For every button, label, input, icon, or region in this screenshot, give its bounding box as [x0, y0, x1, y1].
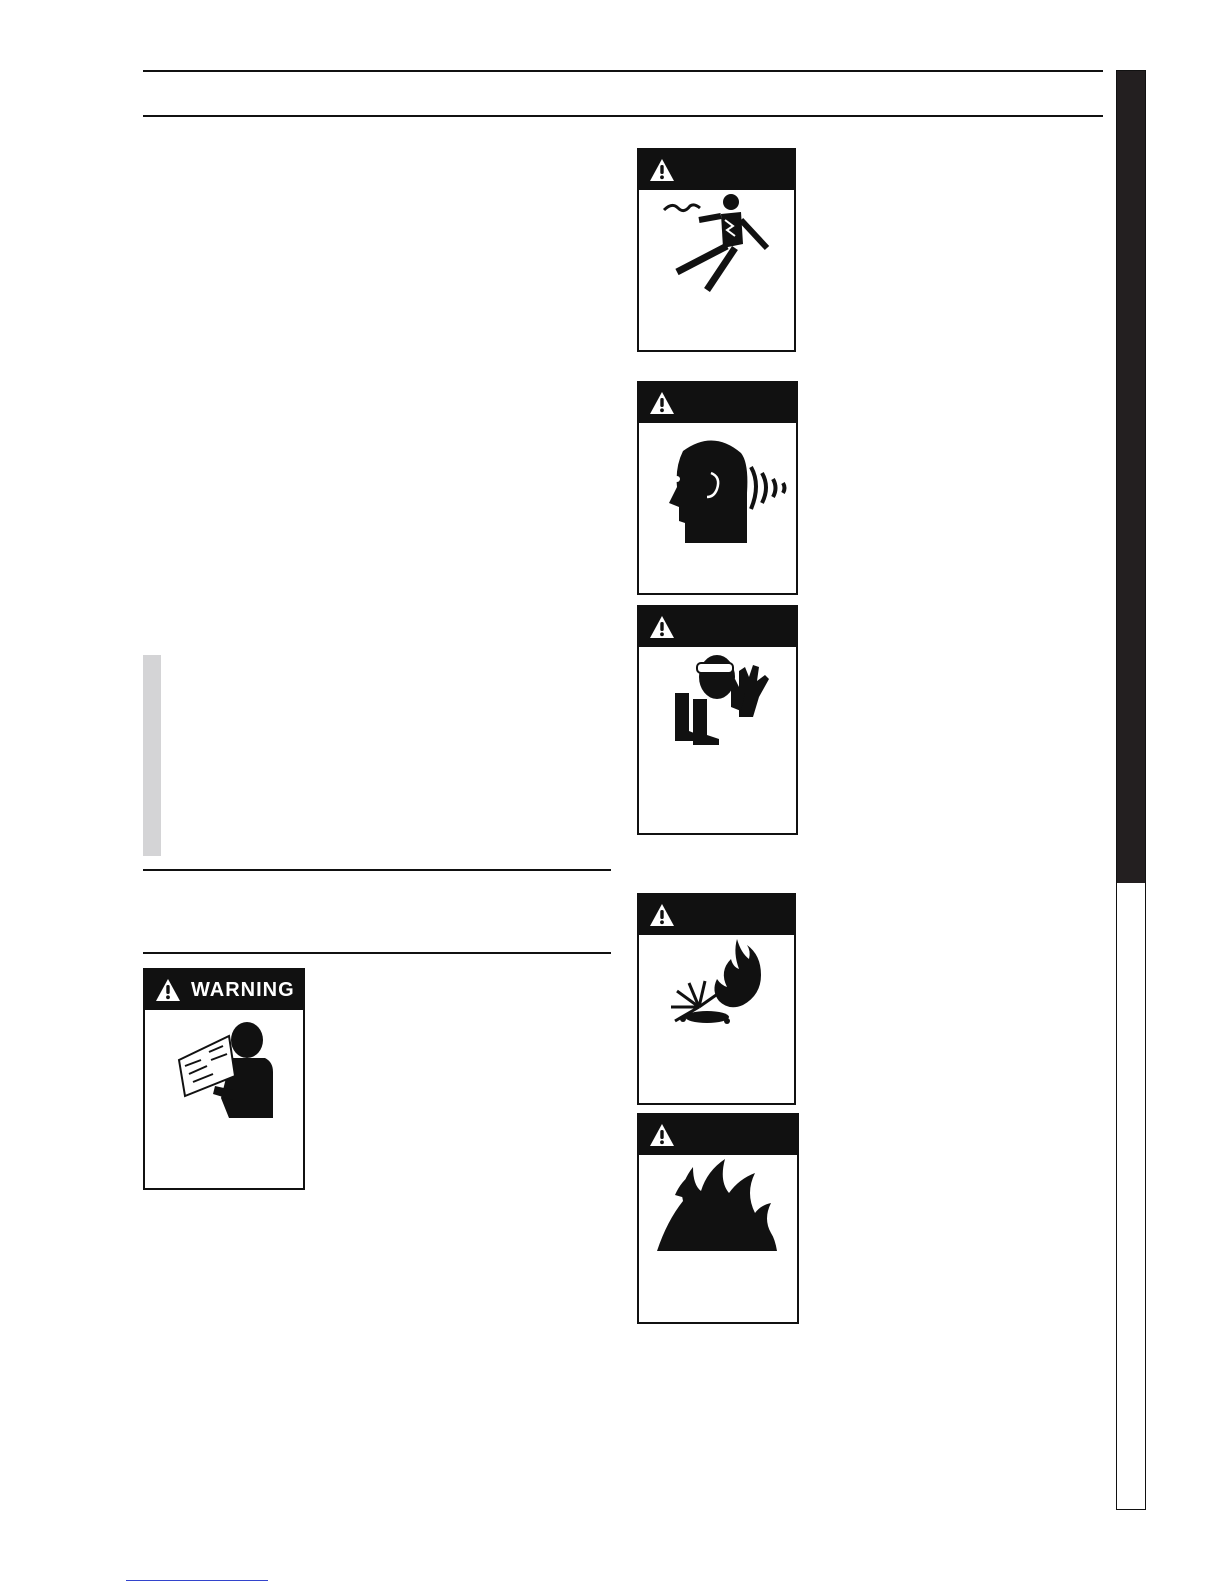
sign-header	[639, 1115, 797, 1155]
side-thumb-tab-fill	[1117, 71, 1145, 883]
hazard-sign-electrocution	[637, 148, 796, 352]
section-rule-top	[143, 869, 611, 871]
fire-icon	[639, 1155, 797, 1270]
electrocution-icon	[639, 190, 794, 315]
alert-triangle-icon	[649, 390, 675, 416]
hazard-sign-fire	[637, 1113, 799, 1324]
note-margin-bar	[143, 655, 161, 856]
section-rule-bottom	[143, 952, 611, 954]
explosion-icon	[639, 935, 794, 1050]
sign-header	[145, 970, 303, 1010]
sign-header	[639, 383, 796, 423]
protective-gear-icon	[639, 647, 796, 762]
alert-triangle-icon	[649, 157, 675, 183]
warning-sign-read-manual	[143, 968, 305, 1190]
hearing-noise-icon	[639, 423, 796, 558]
alert-triangle-icon	[649, 902, 675, 928]
sign-header	[639, 150, 794, 190]
header-rule-top	[143, 70, 1103, 72]
hazard-sign-explosion	[637, 893, 796, 1105]
warning-label: WARNING	[191, 978, 295, 1001]
footer-link-underline	[126, 1580, 268, 1581]
header-rule-bottom	[143, 115, 1103, 117]
sign-header	[639, 895, 794, 935]
alert-triangle-icon	[649, 1122, 675, 1148]
sign-header	[639, 607, 796, 647]
side-thumb-tab	[1116, 70, 1146, 1510]
alert-triangle-icon	[155, 977, 181, 1003]
hazard-sign-hearing	[637, 381, 798, 595]
alert-triangle-icon	[649, 614, 675, 640]
hazard-sign-protective-gear	[637, 605, 798, 835]
read-manual-icon	[145, 1010, 303, 1125]
